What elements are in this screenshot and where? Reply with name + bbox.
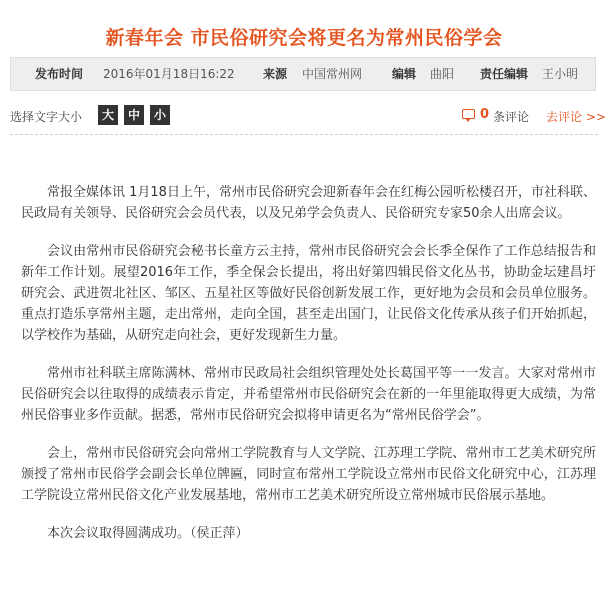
chief-editor-value: 王小明 xyxy=(542,67,579,81)
publish-time-label: 发布时间 xyxy=(35,67,84,81)
go-comment-link[interactable]: 去评论 >> xyxy=(546,110,606,124)
comment-count-suffix: 条评论 xyxy=(493,110,530,124)
comment-icon xyxy=(462,109,475,119)
font-size-label: 选择文字大小 xyxy=(10,110,83,124)
article-paragraph: 本次会议取得圆满成功。（侯正萍） xyxy=(47,526,249,541)
article-meta-bar xyxy=(10,57,596,91)
article-toolbar xyxy=(0,104,608,128)
article-body xyxy=(21,182,596,561)
comment-count: 0 xyxy=(480,107,490,122)
editor-value: 曲阳 xyxy=(430,67,455,81)
font-size-small-button[interactable]: 小 xyxy=(150,105,170,125)
article-paragraph: 会上，常州市民俗研究会向常州工学院教育与人文学院、江苏理工学院、常州市工艺美术研究所颁授了常州市民俗学会副会长单位牌匾，同时宣布常州工学院设立常州市民俗文化研究中心，江苏理工学院设立常州民俗文化产业发展基地，常州市工艺美术研究所设立常州城市民俗展示基地。 xyxy=(21,446,596,503)
source-label: 来源 xyxy=(263,67,288,81)
toolbar-divider xyxy=(10,134,598,135)
article-paragraph: 常报全媒体讯 1月18日上午，常州市民俗研究会迎新春年会在红梅公园听松楼召开，市社科联、民政局有关领导、民俗研究会会员代表，以及兄弟学会负责人、民俗研究专家50余人出席会议。 xyxy=(21,185,596,221)
article-paragraph: 常州市社科联主席陈满林、常州市民政局社会组织管理处处长葛国平等一一发言。大家对常州市民俗研究会以往取得的成绩表示肯定，并希望常州市民俗研究会在新的一年里能取得更大成绩，为常州民俗事业多作贡献。据悉，常州市民俗研究会拟将申请更名为“常州民俗学会”。 xyxy=(21,366,596,423)
font-size-large-button[interactable]: 大 xyxy=(98,105,118,125)
publish-time-value: 2016年01月18日16:22 xyxy=(103,67,235,81)
editor-label: 编辑 xyxy=(392,67,417,81)
article-title: 新春年会 市民俗研究会将更名为常州民俗学会 xyxy=(105,26,503,49)
chief-editor-label: 责任编辑 xyxy=(480,67,529,81)
font-size-medium-button[interactable]: 中 xyxy=(124,105,144,125)
article-paragraph: 会议由常州市民俗研究会秘书长童方云主持，常州市民俗研究会会长季全保作了工作总结报告和新年工作计划。展望2016年工作，季全保会长提出，将出好第四辑民俗文化丛书，协助金坛建昌圩研究会、武进贺北社区、邹区、五星社区等做好民俗创新发展工作，更好地为会员和会员单位服务。重点打造乐享常州主题，走出常州，走向全国，甚至走出国门，让民俗文化传承从孩子们开始抓起，以学校作为基础，从研究走向社会，更好发现新生力量。 xyxy=(21,244,596,343)
source-value: 中国常州网 xyxy=(302,67,363,81)
